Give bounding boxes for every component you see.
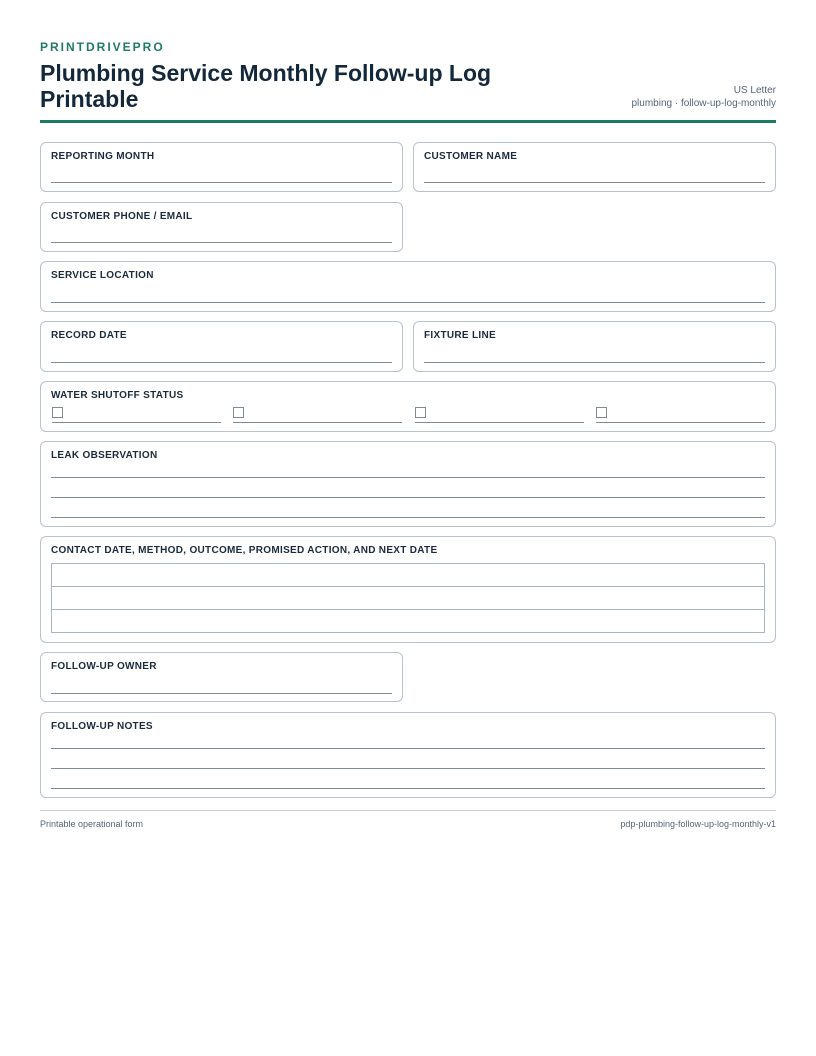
customer-contact-line[interactable] <box>51 242 392 243</box>
customer-name-line[interactable] <box>424 182 765 183</box>
reporting-month-field[interactable] <box>40 142 403 192</box>
option-line[interactable] <box>415 422 584 423</box>
writing-line[interactable] <box>51 788 765 789</box>
option-line[interactable] <box>596 422 765 423</box>
follow-up-owner-field[interactable] <box>40 652 403 702</box>
table-cell[interactable] <box>52 587 765 610</box>
follow-up-owner-line[interactable] <box>51 693 392 694</box>
table-cell[interactable] <box>52 610 765 633</box>
record-date-label: RECORD DATE <box>51 330 127 341</box>
checkbox[interactable] <box>596 407 607 418</box>
writing-line[interactable] <box>51 748 765 749</box>
follow-up-owner-label: FOLLOW-UP OWNER <box>51 661 157 672</box>
contact-log-table <box>51 563 765 633</box>
service-location-label: SERVICE LOCATION <box>51 270 154 281</box>
writing-line[interactable] <box>51 517 765 518</box>
service-location-field[interactable] <box>40 261 776 312</box>
customer-contact-label: CUSTOMER PHONE / EMAIL <box>51 211 193 222</box>
footer-note: Printable operational form <box>40 819 144 829</box>
footer-rule <box>40 810 776 811</box>
customer-name-field[interactable] <box>413 142 776 192</box>
follow-up-notes-label: FOLLOW-UP NOTES <box>51 721 153 732</box>
reporting-month-line[interactable] <box>51 182 392 183</box>
brand-name: PRINTDRIVEPRO <box>40 40 165 54</box>
table-row[interactable] <box>52 610 765 633</box>
fixture-line-field[interactable] <box>413 321 776 372</box>
header <box>40 54 776 120</box>
option-line[interactable] <box>233 422 402 423</box>
water-shutoff-status-field <box>40 381 776 432</box>
form-id: pdp-plumbing-follow-up-log-monthly-v1 <box>620 819 776 829</box>
header-meta <box>631 84 776 110</box>
customer-name-label: CUSTOMER NAME <box>424 151 518 162</box>
water-shutoff-status-label: WATER SHUTOFF STATUS <box>51 390 184 401</box>
contact-log-label: CONTACT DATE, METHOD, OUTCOME, PROMISED ACTION, AND NEXT DATE <box>51 545 438 556</box>
fixture-line-line[interactable] <box>424 362 765 363</box>
customer-contact-field[interactable] <box>40 202 403 252</box>
shutoff-option-3[interactable] <box>415 407 584 423</box>
leak-observation-field[interactable] <box>40 441 776 527</box>
table-row[interactable] <box>52 587 765 610</box>
table-cell[interactable] <box>52 564 765 587</box>
writing-line[interactable] <box>51 477 765 478</box>
writing-line[interactable] <box>51 497 765 498</box>
checkbox[interactable] <box>415 407 426 418</box>
page-title: Plumbing Service Monthly Follow-up Log Printable <box>40 60 492 112</box>
checkbox[interactable] <box>52 407 63 418</box>
leak-observation-label: LEAK OBSERVATION <box>51 450 158 461</box>
header-rule <box>40 120 776 123</box>
service-location-line[interactable] <box>51 302 765 303</box>
shutoff-option-2[interactable] <box>233 407 402 423</box>
follow-up-notes-field[interactable] <box>40 712 776 798</box>
option-line[interactable] <box>52 422 221 423</box>
reporting-month-label: REPORTING MONTH <box>51 151 155 162</box>
shutoff-option-4[interactable] <box>596 407 765 423</box>
form-page <box>40 40 776 123</box>
record-date-line[interactable] <box>51 362 392 363</box>
contact-log-field <box>40 536 776 643</box>
form-tags: plumbing · follow-up-log-monthly <box>631 98 776 109</box>
writing-line[interactable] <box>51 768 765 769</box>
shutoff-option-1[interactable] <box>52 407 221 423</box>
paper-size: US Letter <box>733 85 776 96</box>
table-row[interactable] <box>52 564 765 587</box>
checkbox[interactable] <box>233 407 244 418</box>
fixture-line-label: FIXTURE LINE <box>424 330 496 341</box>
record-date-field[interactable] <box>40 321 403 372</box>
